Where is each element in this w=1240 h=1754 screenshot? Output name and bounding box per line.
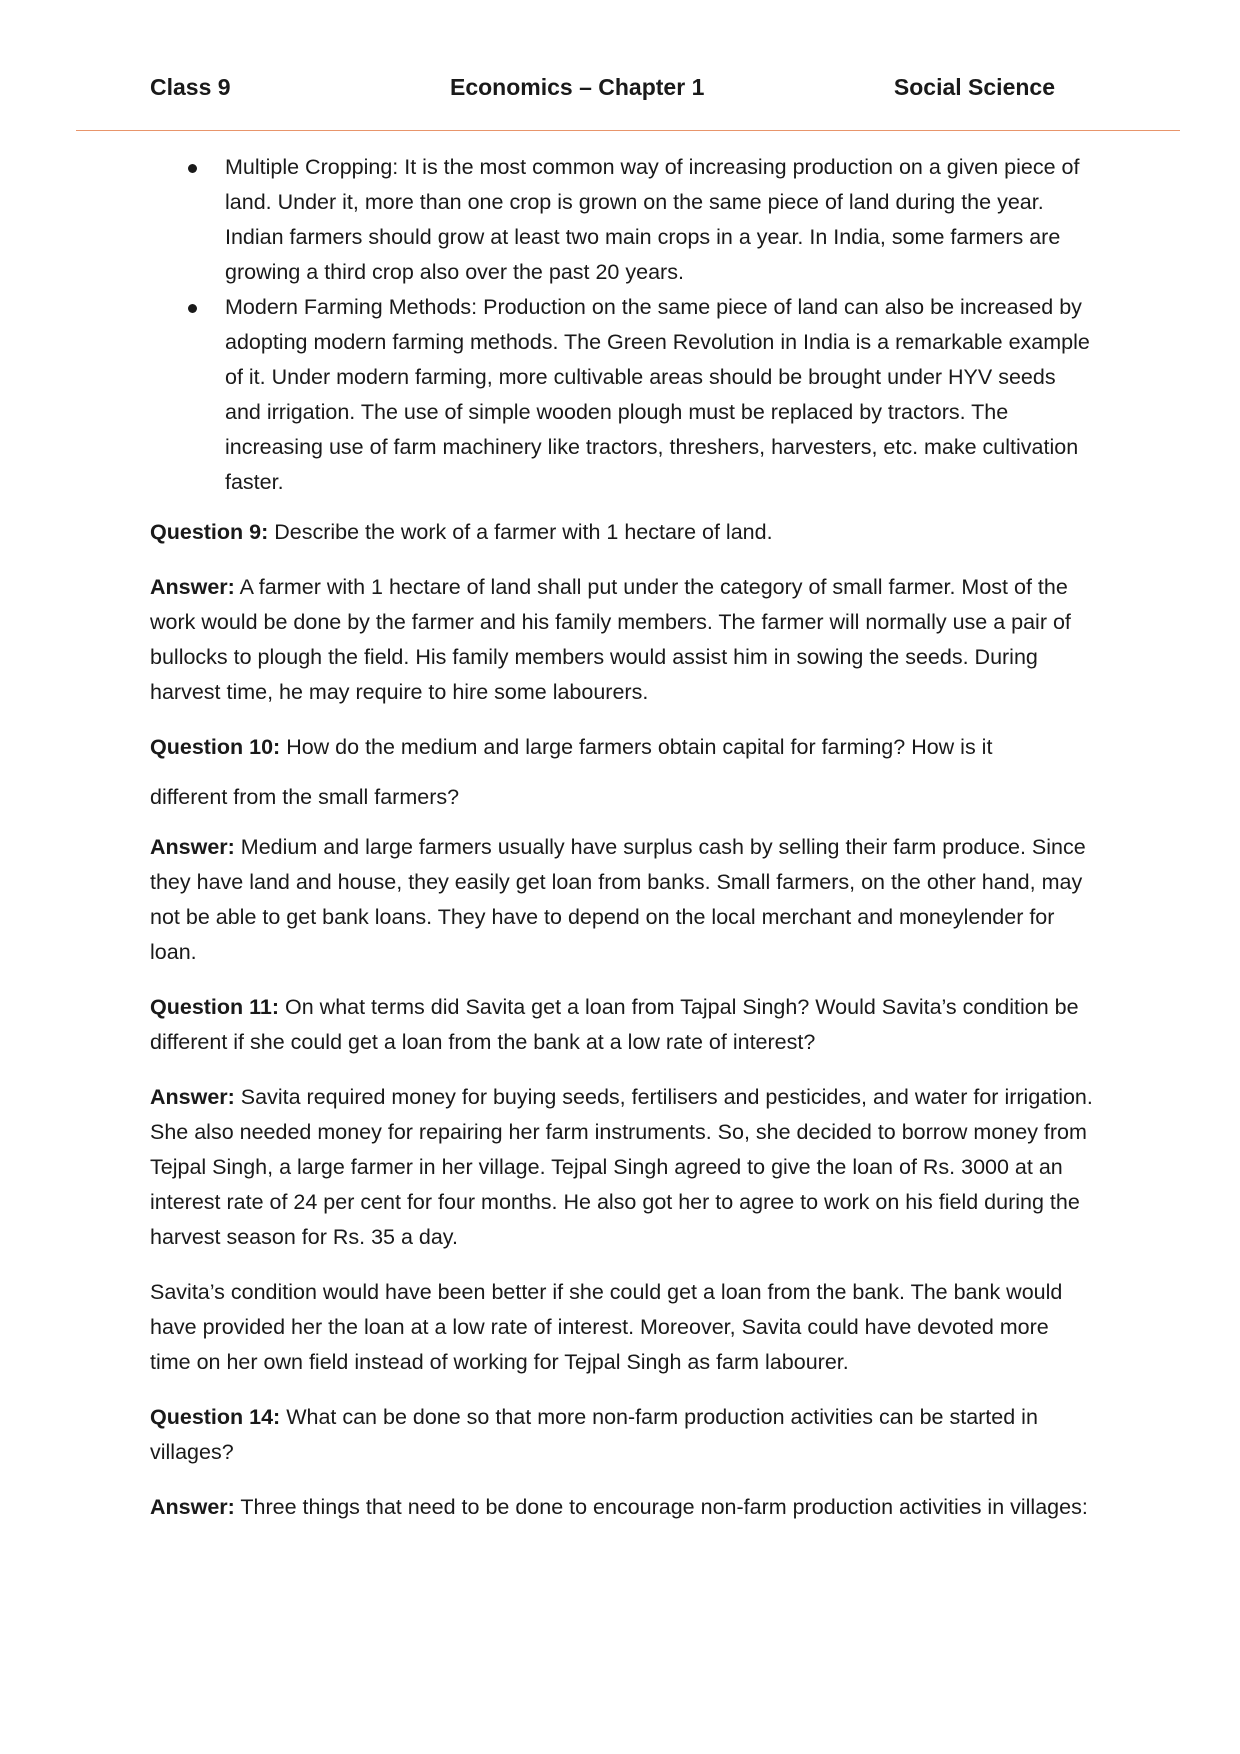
document-body [150, 150, 1095, 1525]
question-text: On what terms did Savita get a loan from Tajpal Singh? Would Savita’s condition be different if she could get a loan from the bank at a low rate of interest? [150, 995, 1079, 1054]
bullet-text: Multiple Cropping: It is the most common way of increasing production on a given piece of land. Under it, more than one crop is grown on the same piece of land during the year. Indian farmers should grow at least two main crops in a year. In India, some farmers are growing a third crop also over the past 20 years. [225, 155, 1080, 284]
bullet-text: Modern Farming Methods: Production on the same piece of land can also be increased by adopting modern farming methods. The Green Revolution in India is a remarkable example of it. Under modern farming, more cultivable areas should be brought under HYV seeds and irrigation. The use of simple wooden plough must be replaced by tractors. The increasing use of farm machinery like tractors, threshers, harvesters, etc. make cultivation faster. [225, 295, 1090, 494]
answer-9 [150, 570, 1095, 710]
page-header [150, 74, 1055, 110]
question-14 [150, 1400, 1095, 1470]
answer-label: Answer: [150, 575, 235, 599]
answer-text: Medium and large farmers usually have surplus cash by selling their farm produce. Since they have land and house, they easily get loan from banks. Small farmers, on the other hand, may not be able to get bank loans. They have to depend on the local merchant and moneylender for loan. [150, 835, 1086, 964]
bullet-list [150, 150, 1095, 500]
question-label: Question 11: [150, 995, 280, 1019]
question-11 [150, 990, 1095, 1060]
question-10 [150, 730, 1095, 765]
answer-10 [150, 830, 1095, 970]
question-text: What can be done so that more non-farm production activities can be started in villages? [150, 1405, 1038, 1464]
bullet-item-multiple-cropping [150, 150, 1095, 290]
answer-label: Answer: [150, 1495, 235, 1519]
header-divider [76, 130, 1180, 131]
answer-label: Answer: [150, 1085, 235, 1109]
bullet-item-modern-farming [150, 290, 1095, 500]
header-subject: Social Science [893, 74, 1055, 100]
question-10-continued: different from the small farmers? [150, 785, 460, 809]
question-label: Question 10: [150, 735, 281, 759]
answer-11-paragraph-2: Savita’s condition would have been better if she could get a loan from the bank. The bank would have provided her the loan at a low rate of interest. Moreover, Savita could have devoted more time on her own field instead of working for Tejpal Singh as farm labourer. [150, 1280, 1063, 1374]
answer-14 [150, 1490, 1095, 1525]
question-9 [150, 515, 1095, 550]
header-chapter: Economics – Chapter 1 [450, 74, 705, 100]
bullet-icon [188, 164, 197, 173]
answer-label: Answer: [150, 835, 235, 859]
question-text: Describe the work of a farmer with 1 hectare of land. [268, 520, 773, 544]
answer-11 [150, 1080, 1095, 1255]
question-text: How do the medium and large farmers obtain capital for farming? How is it [280, 735, 993, 759]
header-class: Class 9 [150, 74, 231, 100]
answer-text: Three things that need to be done to encourage non-farm production activities in villages: [234, 1495, 1088, 1519]
question-label: Question 9: [150, 520, 269, 544]
question-label: Question 14: [150, 1405, 281, 1429]
bullet-icon [188, 304, 197, 313]
answer-text: Savita required money for buying seeds, fertilisers and pesticides, and water for irrigation. She also needed money for repairing her farm instruments. So, she decided to borrow money from Tejpal Singh, a large farmer in her village. Tejpal Singh agreed to give the loan of Rs. 3000 at an interest rate of 24 per cent for four months. He also got her to agree to work on his field during the harvest season for Rs. 35 a day. [150, 1085, 1093, 1249]
answer-text: A farmer with 1 hectare of land shall put under the category of small farmer. Most of the work would be done by the farmer and his family members. The farmer will normally use a pair of bullocks to plough the field. His family members would assist him in sowing the seeds. During harvest time, he may require to hire some labourers. [150, 575, 1071, 704]
